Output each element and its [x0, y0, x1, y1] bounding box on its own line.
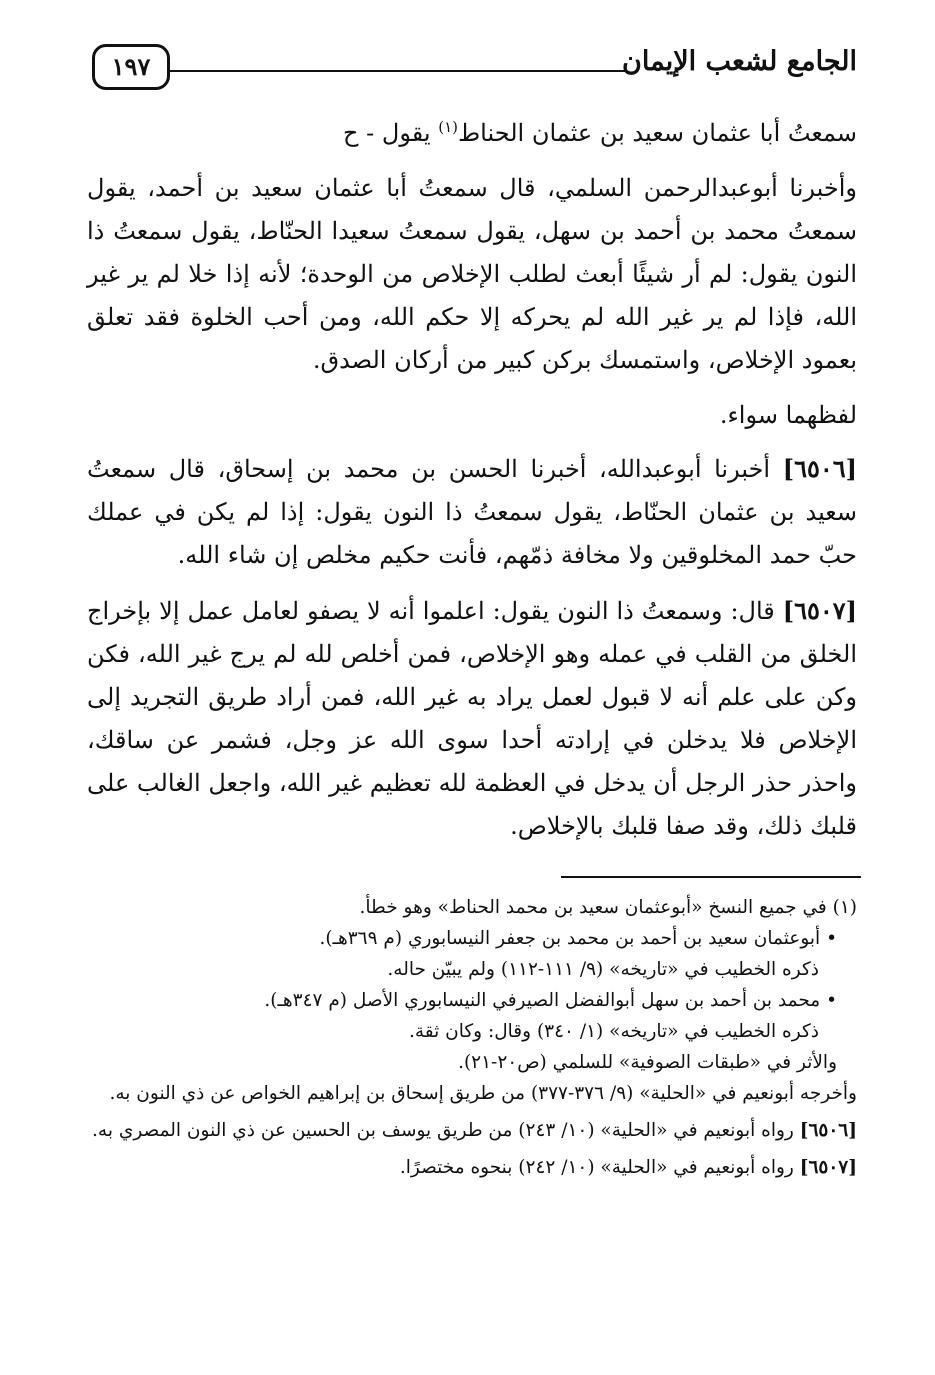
footnote-separator — [561, 876, 861, 878]
footnotes — [87, 892, 857, 1183]
hadith-number: [٦٥٠٧] — [782, 596, 858, 625]
footnote-bullet-2: • محمد بن أحمد بن سهل أبوالفضل الصيرفي النيسابوري الأصل (م ٣٤٧هـ). — [264, 990, 837, 1011]
page-number: ١٩٧ — [92, 44, 170, 90]
hadith-number: [٦٥٠٦] — [782, 454, 857, 483]
main-text — [87, 112, 857, 860]
paragraph-6507 — [87, 589, 857, 848]
footnote-1: (١) في جميع النسخ «أبوعثمان سعيد بن محمد الحناط» وهو خطأ. — [359, 897, 857, 918]
footnote-number: [٦٥٠٦] — [799, 1120, 857, 1141]
footnote-detail-2: ذكره الخطيب في «تاريخه» (١/ ٣٤٠) وقال: وكان ثقة. — [408, 1021, 819, 1042]
paragraph-6507-text: قال: وسمعتُ ذا النون يقول: اعلموا أنه لا يصفو لعامل عمل إلا بإخراج الخلق من القلب في عمله وهو الإخلاص، فمن أخلص لله لم يرج غير الله، فكن وكن على علم أنه لا قبول لعمل يراد به غير الله، فمن أراد طريق التجريد إلى الإخلاص فلا يدخلن في إرادته أحدا سوى الله عز وجل، فشمر عن ساقك، واحذر حذر الرجل أن يدخل في العظمة لله تعظيم غير الله، واجعل الغالب على قلبك ذلك، وقد صفا قلبك بالإخلاص. — [87, 597, 857, 840]
running-header — [92, 40, 857, 96]
header-title: الجامع لشعب الإيمان — [622, 46, 857, 77]
paragraph-6506 — [87, 447, 857, 577]
footnote-6507-text: رواه أبونعيم في «الحلية» (١٠/ ٢٤٢) بنحوه مختصرًا. — [399, 1157, 800, 1178]
paragraph-intro — [87, 112, 857, 155]
footnote-detail-1: ذكره الخطيب في «تاريخه» (٩/ ١١١-١١٢) ولم يبيّن حاله. — [387, 959, 819, 980]
footnote-6506-text: رواه أبونعيم في «الحلية» (١٠/ ٢٤٣) من طريق يوسف بن الحسين عن ذي النون المصري به. — [92, 1120, 800, 1141]
footnote-source: والأثر في «طبقات الصوفية» للسلمي (ص٢٠-٢١). — [458, 1052, 837, 1073]
paragraph-narration: وأخبرنا أبوعبدالرحمن السلمي، قال سمعتُ أبا عثمان سعيد بن أحمد، يقول سمعتُ محمد بن أحمد بن سهل، يقول سمعتُ سعيدا الحنّاط، يقول سمعتُ ذا النون يقول: لم أر شيئًا أبعث لطلب الإخلاص من الوحدة؛ لأنه إذا خلا لم ير غير الله، فإذا لم ير غير الله لم يحركه إلا حكم الله، ومن أحب الخلوة فقد تعلق بعمود الإخلاص، واستمسك بركن كبير من أركان الصدق. — [87, 174, 858, 374]
footnote-bullet-1: • أبوعثمان سعيد بن أحمد بن محمد بن جعفر النيسابوري (م ٣٦٩هـ). — [319, 928, 837, 949]
intro-tail: يقول - ح — [343, 119, 439, 147]
paragraph-6506-text: أخبرنا أبوعبدالله، أخبرنا الحسن بن محمد بن إسحاق، قال سمعتُ سعيد بن عثمان الحنّاط، يقول سمعتُ ذا النون يقول: إذا لم يكن في عملك حبّ حمد المخلوقين ولا مخافة ذمّهم، فأنت حكيم مخلص إن شاء الله. — [87, 455, 857, 569]
paragraph-note: لفظهما سواء. — [719, 401, 857, 429]
header-rule — [162, 70, 627, 72]
footnote-ref: (١) — [438, 118, 458, 136]
footnote-number: [٦٥٠٧] — [799, 1157, 857, 1178]
intro-text: سمعتُ أبا عثمان سعيد بن عثمان الحناط — [457, 119, 857, 147]
footnote-takhrij: وأخرجه أبونعيم في «الحلية» (٩/ ٣٧٦-٣٧٧) من طريق إسحاق بن إبراهيم الخواص عن ذي النون به. — [109, 1083, 857, 1104]
footnote-6506 — [87, 1115, 857, 1146]
footnote-6507 — [87, 1152, 857, 1183]
